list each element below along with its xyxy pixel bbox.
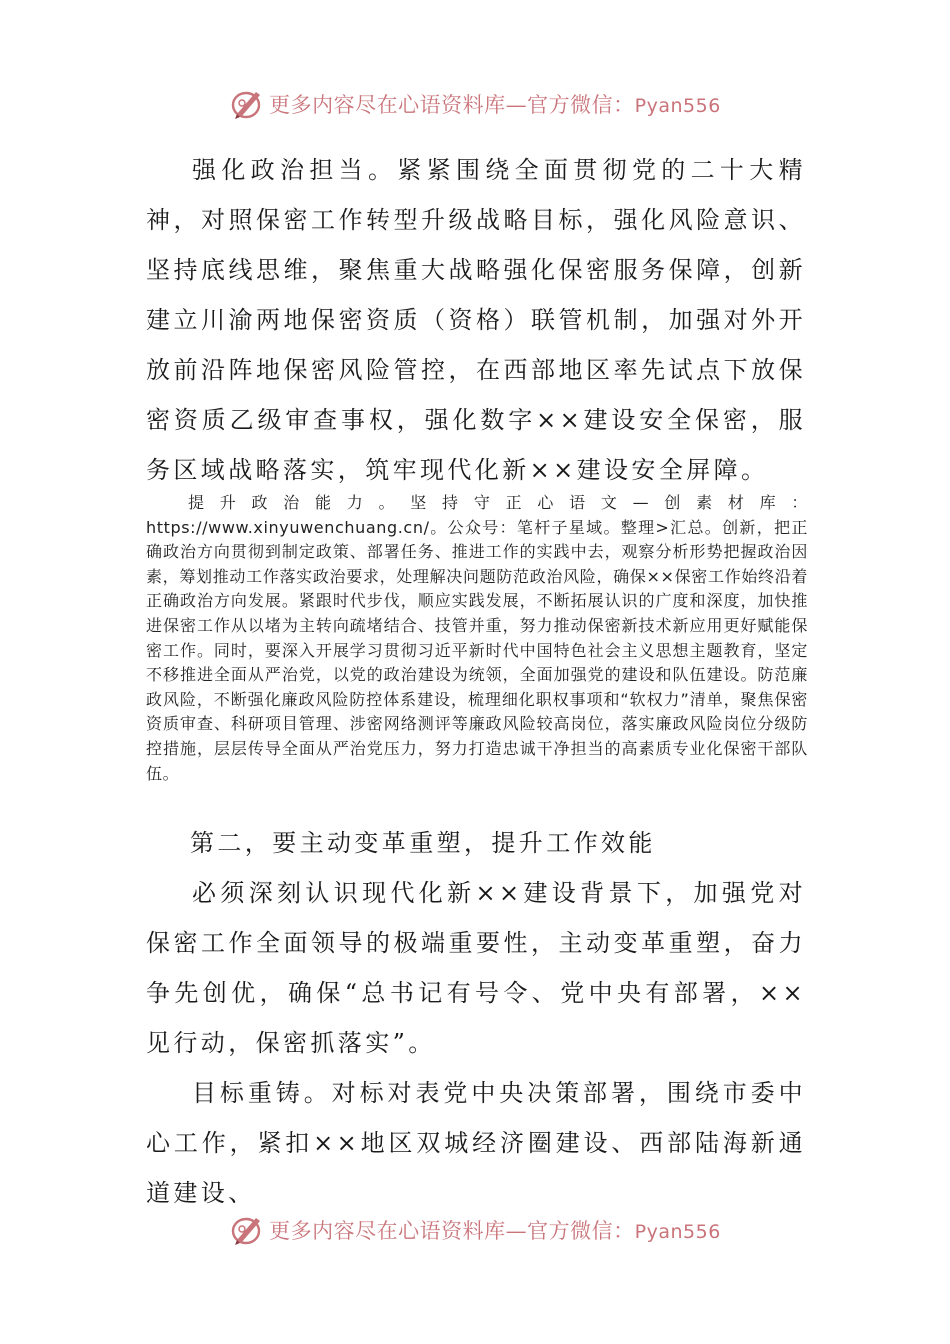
section-heading-second: 第二，要主动变革重塑，提升工作效能 <box>190 829 656 857</box>
watermark-text-bottom: 更多内容尽在心语资料库—官方微信：Pyan556 <box>269 1219 721 1243</box>
watermark-banner-bottom <box>0 1208 950 1252</box>
watermark-banner-top <box>0 82 950 126</box>
paragraph-goal-recast: 目标重铸。对标对表党中央决策部署，围绕市委中心工作，紧扣××地区双城经济圈建设、西部陆海新通道建设、 <box>146 1079 806 1207</box>
pen-logo-icon <box>229 1212 265 1248</box>
paragraph-political-responsibility: 强化政治担当。紧紧围绕全面贯彻党的二十大精神，对照保密工作转型升级战略目标，强化风险意识、坚持底线思维，聚焦重大战略强化保密服务保障，创新建立川渝两地保密资质（资格）联管机制，加强对外开放前沿阵地保密风险管控，在西部地区率先试点下放保密资质乙级审查事权，强化数字××建设安全保密，服务区域战略落实，筑牢现代化新××建设安全屏障。 <box>146 156 806 484</box>
paragraph-political-ability: 提升政治能力。坚持守正心语文—创素材库：https://www.xinyuwenchuang.cn/。公众号：笔杆子星域。整理>汇总。创新，把正确政治方向贯彻到制定政策、部署任务、推进工作的实践中去，观察分析形势把握政治因素，筹划推动工作落实政治要求，处理解决问题防范政治风险，确保××保密工作始终沿着正确政治方向发展。紧跟时代步伐，顺应实践发展，不断拓展认识的广度和深度，加快推进保密工作从以堵为主转向疏堵结合、技管并重，努力推动保密新技术新应用更好赋能保密工作。同时，要深入开展学习贯彻习近平新时代中国特色社会主义思想主题教育，坚定不移推进全面从严治党，以党的政治建设为统领，全面加强党的建设和队伍建设。防范廉政风险，不断强化廉政风险防控体系建设，梳理细化职权事项和“软权力”清单，聚焦保密资质审查、科研项目管理、涉密网络测评等廉政风险较高岗位，落实廉政风险岗位分级防控措施，层层传导全面从严治党压力，努力打造忠诚干净担当的高素质专业化保密干部队伍。 <box>146 493 808 783</box>
watermark-text-top: 更多内容尽在心语资料库—官方微信：Pyan556 <box>269 93 721 117</box>
pen-logo-icon <box>229 86 265 122</box>
paragraph-reform-importance: 必须深刻认识现代化新××建设背景下，加强党对保密工作全面领导的极端重要性，主动变革重塑，奋力争先创优，确保“总书记有号令、党中央有部署，××见行动，保密抓落实”。 <box>146 879 806 1057</box>
